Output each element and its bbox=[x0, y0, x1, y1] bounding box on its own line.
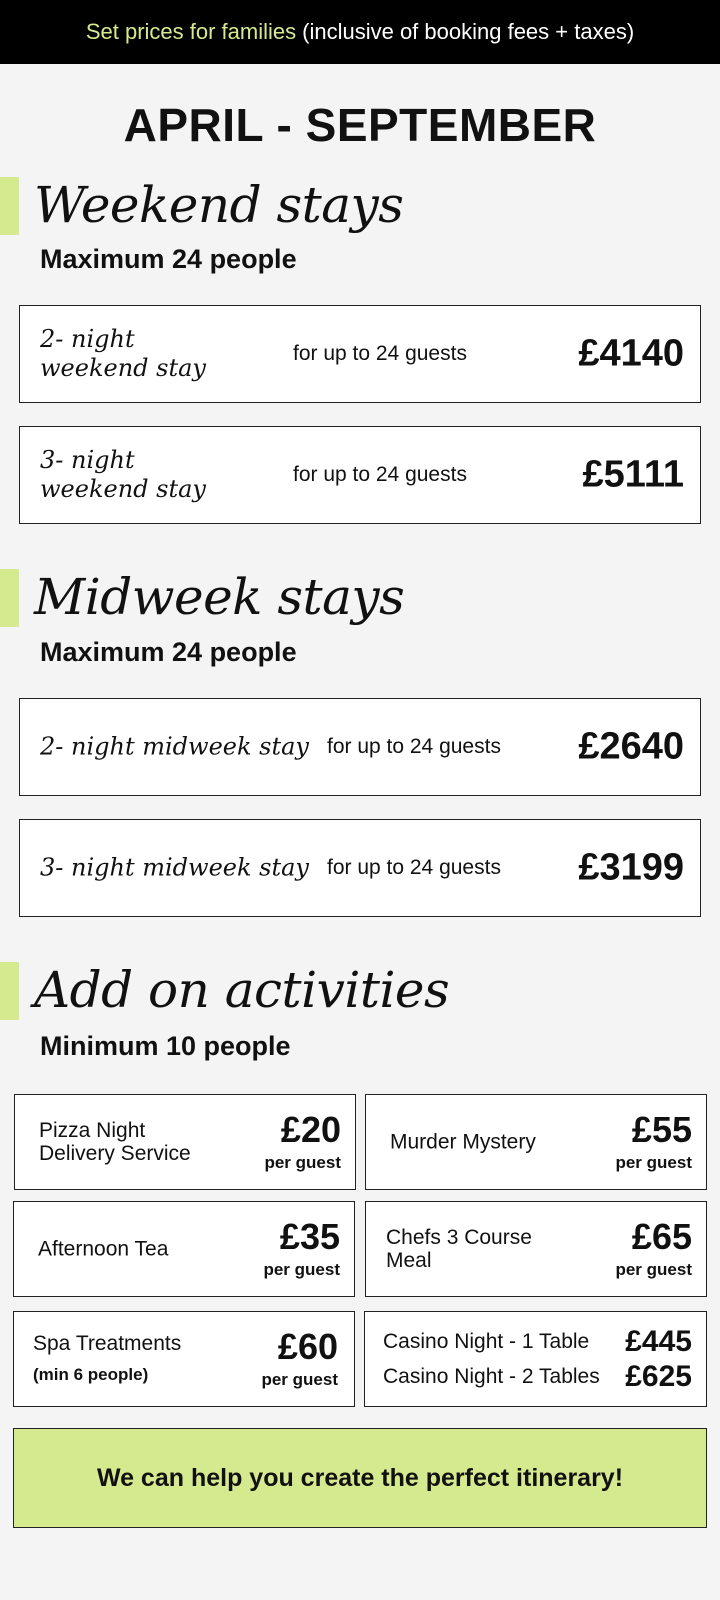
activity-name: Chefs 3 Course Meal bbox=[386, 1226, 532, 1272]
activity-price-unit: per guest bbox=[264, 1153, 341, 1172]
activity-price-unit: per guest bbox=[615, 1260, 692, 1279]
activity-card-afternoon-tea bbox=[13, 1201, 355, 1297]
banner-highlight: Set prices for families bbox=[85, 19, 297, 44]
activity-price: £60 bbox=[277, 1326, 338, 1367]
section-accent-bar bbox=[0, 177, 19, 235]
banner-note: (inclusive of booking fees + taxes) bbox=[302, 19, 635, 44]
activities-minimum: Minimum 10 people bbox=[40, 1031, 291, 1061]
casino-option-price: £445 bbox=[625, 1325, 692, 1358]
section-accent-bar bbox=[0, 569, 19, 627]
activity-name: Spa Treatments bbox=[33, 1332, 182, 1355]
activity-price: £20 bbox=[280, 1109, 341, 1150]
casino-option-name: Casino Night - 2 Tables bbox=[383, 1365, 600, 1388]
stay-option-guests: for up to 24 guests bbox=[293, 463, 467, 486]
stay-option-card bbox=[19, 819, 701, 917]
stay-option-guests: for up to 24 guests bbox=[327, 735, 501, 758]
midweek-section-title: Midweek stays bbox=[34, 568, 405, 626]
activity-price-unit: per guest bbox=[263, 1260, 340, 1279]
stay-option-name: 3- night weekend stay bbox=[40, 446, 206, 503]
section-accent-bar bbox=[0, 962, 19, 1020]
stay-option-card bbox=[19, 426, 701, 524]
stay-option-price: £5111 bbox=[582, 453, 684, 496]
activity-price-unit: per guest bbox=[615, 1153, 692, 1172]
casino-option bbox=[383, 1360, 692, 1394]
activity-name-group bbox=[33, 1332, 181, 1386]
activity-card-casino-night bbox=[364, 1311, 707, 1407]
activity-price: £35 bbox=[279, 1216, 340, 1257]
activity-price-unit: per guest bbox=[261, 1370, 338, 1389]
pricing-banner bbox=[0, 0, 720, 64]
stay-option-name: 3- night midweek stay bbox=[40, 853, 309, 882]
activity-card-pizza-night bbox=[14, 1094, 356, 1190]
stay-option-name: 2- night midweek stay bbox=[40, 732, 309, 761]
itinerary-cta[interactable]: We can help you create the perfect itinerary! bbox=[13, 1428, 707, 1528]
season-heading: APRIL - SEPTEMBER bbox=[123, 99, 597, 151]
stay-option-card bbox=[19, 305, 701, 403]
stay-option-guests: for up to 24 guests bbox=[293, 342, 467, 365]
activity-card-murder-mystery bbox=[365, 1094, 707, 1190]
activity-card-spa-treatments bbox=[13, 1311, 355, 1407]
casino-option bbox=[383, 1325, 692, 1359]
stay-option-price: £3199 bbox=[578, 846, 684, 889]
casino-option-price: £625 bbox=[625, 1360, 692, 1393]
activity-name: Afternoon Tea bbox=[38, 1237, 169, 1261]
casino-option-name: Casino Night - 1 Table bbox=[383, 1330, 590, 1353]
weekend-capacity: Maximum 24 people bbox=[40, 244, 297, 274]
activity-name: Murder Mystery bbox=[390, 1130, 536, 1154]
midweek-capacity: Maximum 24 people bbox=[40, 637, 297, 667]
stay-option-card bbox=[19, 698, 701, 796]
activity-name: Pizza Night Delivery Service bbox=[39, 1119, 191, 1165]
stay-option-price: £4140 bbox=[578, 332, 684, 375]
stay-option-guests: for up to 24 guests bbox=[327, 856, 501, 879]
activity-price: £65 bbox=[631, 1216, 692, 1257]
activity-card-chefs-meal bbox=[365, 1201, 707, 1297]
activity-note: (min 6 people) bbox=[33, 1365, 149, 1384]
activities-section-title: Add on activities bbox=[34, 961, 450, 1019]
stay-option-price: £2640 bbox=[578, 725, 684, 768]
stay-option-name: 2- night weekend stay bbox=[40, 325, 206, 382]
weekend-section-title: Weekend stays bbox=[34, 176, 404, 234]
activity-price: £55 bbox=[631, 1109, 692, 1150]
